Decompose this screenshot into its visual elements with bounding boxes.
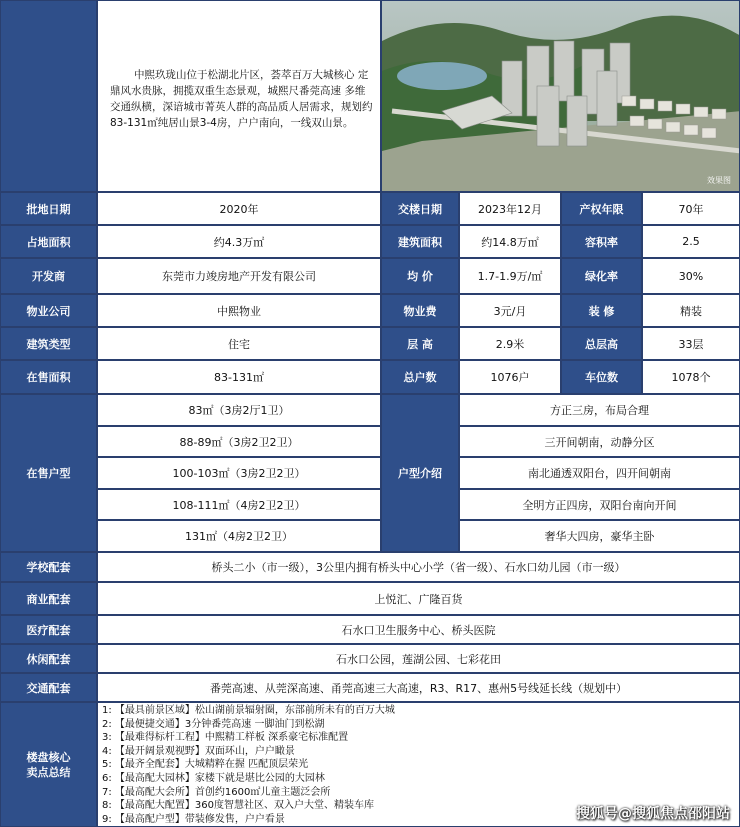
unit-desc-2: 三开间朝南，动静分区 [459, 426, 740, 457]
value-decoration: 精装 [642, 294, 740, 327]
row-developer [0, 258, 740, 294]
value-school: 桥头二小（市一级），3公里内拥有桥头中心小学（省一级）、石水口幼儿园（市一级） [97, 552, 740, 582]
label-total-households: 总户数 [381, 360, 459, 394]
label-school: 学校配套 [0, 552, 97, 582]
unit-type-1: 83㎡（3房2厅1卫） [97, 394, 381, 426]
unit-type-2: 88-89㎡（3房2卫2卫） [97, 426, 381, 457]
value-building-type: 住宅 [97, 327, 381, 360]
label-developer: 开发商 [0, 258, 97, 294]
row-school [0, 552, 740, 582]
value-property-term: 70年 [642, 192, 740, 225]
value-land-date: 2020年 [97, 192, 381, 225]
row-property-company [0, 294, 740, 327]
project-intro-text: 中熙玖珑山位于松湖北片区，荟萃百万大城核心 定鼎风水贵脉，拥揽双重生态景观，城熙尺番莞高速 多维交通纵横，深谙城市菁英人群的高品质人居需求，规划约83-131㎡纯居山景3-4房，户户南向，一线双山景。 [97, 0, 381, 192]
label-land-date: 批地日期 [0, 192, 97, 225]
source-watermark: 搜狐号@搜狐焦点邵阳站 [576, 806, 730, 822]
label-land-area: 占地面积 [0, 225, 97, 258]
value-property-fee: 3元/月 [459, 294, 561, 327]
label-sale-area: 在售面积 [0, 360, 97, 394]
selling-point-item: 8: 【最高配大配置】360度智慧社区、双入户大堂、精装车库 [102, 800, 374, 812]
value-total-floors: 33层 [642, 327, 740, 360]
unit-desc-4: 全明方正四房，双阳台南向开间 [459, 489, 740, 520]
row-building-type [0, 327, 740, 360]
value-plot-ratio: 2.5 [642, 225, 740, 258]
label-leisure: 休闲配套 [0, 644, 97, 673]
unit-type-5: 131㎡（4房2卫2卫） [97, 520, 381, 552]
selling-point-item: 5: 【最齐全配套】大城精粹在握 匹配顶层荣光 [102, 759, 309, 771]
row-land-area [0, 225, 740, 258]
label-total-floors: 总层高 [561, 327, 642, 360]
row-leisure [0, 644, 740, 673]
label-floor-height: 层 高 [381, 327, 459, 360]
selling-point-item: 4: 【最开阔景观视野】双面环山，户户瞰景 [102, 745, 295, 757]
label-building-area: 建筑面积 [381, 225, 459, 258]
label-unit-intro: 户型介绍 [381, 394, 459, 552]
value-parking: 1078个 [642, 360, 740, 394]
rendering-illustration [382, 1, 740, 192]
value-building-area: 约14.8万㎡ [459, 225, 561, 258]
unit-desc-1: 方正三房，布局合理 [459, 394, 740, 426]
value-leisure: 石水口公园，莲湖公园、七彩花田 [97, 644, 740, 673]
label-building-type: 建筑类型 [0, 327, 97, 360]
label-green-rate: 绿化率 [561, 258, 642, 294]
unit-types-block [0, 394, 740, 552]
intro-label-blank [0, 0, 97, 192]
label-avg-price: 均 价 [381, 258, 459, 294]
label-delivery-date: 交楼日期 [381, 192, 459, 225]
render-caption: 效果图 [707, 176, 731, 185]
label-property-company: 物业公司 [0, 294, 97, 327]
value-delivery-date: 2023年12月 [459, 192, 561, 225]
label-selling-points-line2: 卖点总结 [26, 765, 71, 779]
label-commerce: 商业配套 [0, 582, 97, 615]
project-rendering-image [381, 0, 740, 192]
row-medical [0, 615, 740, 644]
selling-points-block [0, 702, 740, 827]
row-land-date [0, 192, 740, 225]
unit-type-3: 100-103㎡（3房2卫2卫） [97, 457, 381, 489]
selling-point-item: 7: 【最高配大会所】首创约1600㎡儿童主题泛会所 [102, 786, 331, 798]
label-plot-ratio: 容积率 [561, 225, 642, 258]
value-commerce: 上悦汇、广隆百货 [97, 582, 740, 615]
value-land-area: 约4.3万㎡ [97, 225, 381, 258]
label-selling-points [0, 702, 97, 827]
label-property-fee: 物业费 [381, 294, 459, 327]
label-unit-types: 在售户型 [0, 394, 97, 552]
label-parking: 车位数 [561, 360, 642, 394]
selling-point-item: 1: 【最具前景区域】松山湖前景辐射圈，东部前所未有的百万大城 [102, 705, 395, 716]
value-developer: 东莞市力竣房地产开发有限公司 [97, 258, 381, 294]
row-sale-area [0, 360, 740, 394]
label-traffic: 交通配套 [0, 673, 97, 702]
unit-desc-3: 南北通透双阳台，四开间朝南 [459, 457, 740, 489]
value-medical: 石水口卫生服务中心、桥头医院 [97, 615, 740, 644]
selling-point-item: 2: 【最便捷交通】3分钟番莞高速 一脚油门到松湖 [102, 718, 325, 730]
unit-type-4: 108-111㎡（4房2卫2卫） [97, 489, 381, 520]
value-green-rate: 30% [642, 258, 740, 294]
label-selling-points-line1: 楼盘核心 [26, 750, 71, 764]
row-commerce [0, 582, 740, 615]
label-medical: 医疗配套 [0, 615, 97, 644]
row-traffic [0, 673, 740, 702]
selling-point-item: 6: 【最高配大园林】家楼下就是堪比公园的大园林 [102, 772, 325, 784]
value-traffic: 番莞高速、从莞深高速、甬莞高速三大高速，R3、R17、惠州5号线延长线（规划中） [97, 673, 740, 702]
unit-desc-5: 奢华大四房，豪华主卧 [459, 520, 740, 552]
selling-point-item: 3: 【最难得标杆工程】中熙精工样板 深系豪宅标准配置 [102, 732, 349, 744]
value-floor-height: 2.9米 [459, 327, 561, 360]
value-property-company: 中熙物业 [97, 294, 381, 327]
value-avg-price: 1.7-1.9万/㎡ [459, 258, 561, 294]
value-total-households: 1076户 [459, 360, 561, 394]
label-decoration: 装 修 [561, 294, 642, 327]
value-sale-area: 83-131㎡ [97, 360, 381, 394]
label-property-term: 产权年限 [561, 192, 642, 225]
selling-point-item: 9: 【最高配户型】带装修发售，户户看景 [102, 813, 285, 825]
